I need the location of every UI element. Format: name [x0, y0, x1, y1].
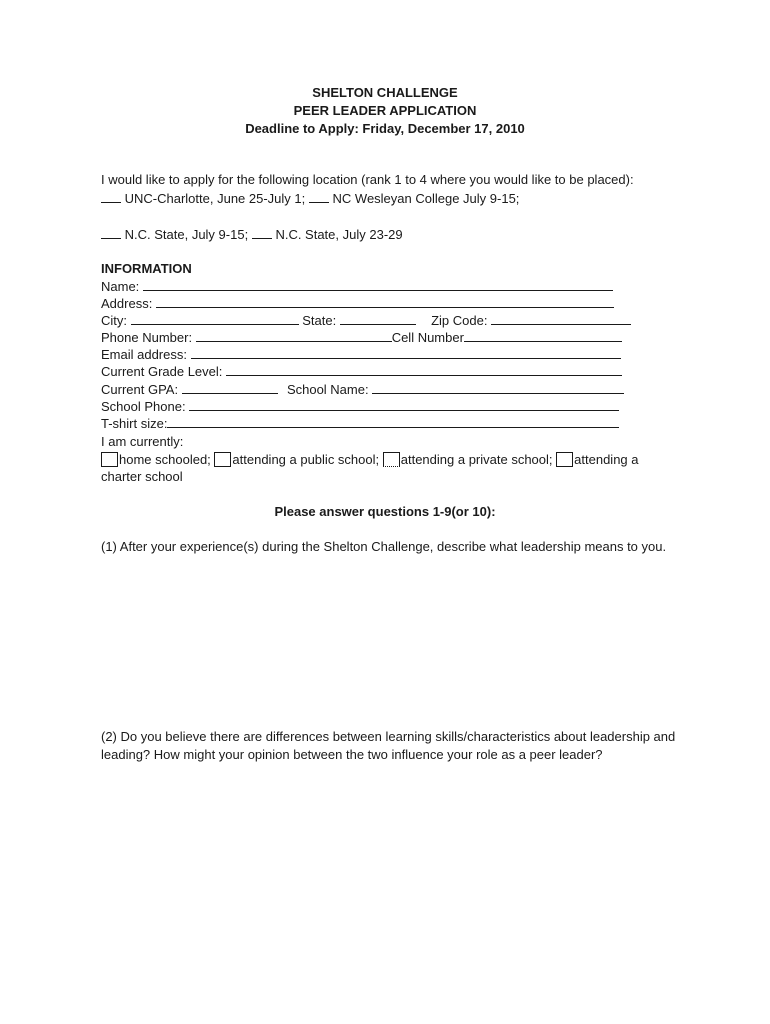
currently-label: I am currently: — [101, 434, 184, 449]
rank-blank-1[interactable] — [101, 190, 121, 203]
city-row — [101, 312, 631, 329]
location-line-2 — [101, 226, 403, 242]
name-field[interactable] — [143, 278, 613, 291]
state-field[interactable] — [340, 312, 416, 325]
cell-label: Cell Number — [391, 330, 464, 345]
rank-blank-2[interactable] — [309, 190, 329, 203]
phone-field[interactable] — [196, 329, 392, 342]
location-option-1: UNC-Charlotte, June 25-July 1; — [124, 191, 306, 206]
question-2-line-2: leading? How might your opinion between the two influence your role as a peer leader? — [101, 747, 603, 762]
grade-row — [101, 363, 622, 380]
school-type-options — [101, 451, 639, 468]
grade-label: Current Grade Level: — [101, 364, 223, 379]
information-heading: INFORMATION — [101, 261, 192, 276]
public-school-checkbox[interactable] — [214, 452, 231, 467]
rank-blank-3[interactable] — [101, 226, 121, 239]
name-label: Name: — [101, 279, 140, 294]
school-name-field[interactable] — [372, 381, 624, 394]
question-2-line-1: (2) Do you believe there are differences between learning skills/characteristics about leadership and — [101, 729, 676, 744]
location-intro: I would like to apply for the following location (rank 1 to 4 where you would like to be placed): — [101, 172, 634, 187]
private-school-label: attending a private school; — [400, 452, 553, 467]
gpa-label: Current GPA: — [101, 382, 179, 397]
email-label: Email address: — [101, 347, 187, 362]
city-field[interactable] — [131, 312, 299, 325]
home-schooled-label: home schooled; — [119, 452, 211, 467]
address-label: Address: — [101, 296, 153, 311]
tshirt-field[interactable] — [167, 415, 619, 428]
address-row — [101, 295, 614, 312]
questions-heading: Please answer questions 1-9(or 10): — [274, 504, 496, 519]
email-row — [101, 346, 621, 363]
zip-label: Zip Code: — [431, 313, 488, 328]
cell-field[interactable] — [464, 329, 622, 342]
charter-school-label-b: charter school — [101, 469, 183, 484]
location-option-2: NC Wesleyan College July 9-15; — [332, 191, 520, 206]
name-row — [101, 278, 613, 295]
form-title: SHELTON CHALLENGE — [312, 85, 458, 100]
phone-label: Phone Number: — [101, 330, 193, 345]
location-line-1 — [101, 190, 519, 206]
gpa-field[interactable] — [182, 381, 278, 394]
grade-field[interactable] — [226, 363, 622, 376]
school-name-label: School Name: — [286, 382, 369, 397]
tshirt-label: T-shirt size: — [101, 416, 168, 431]
school-phone-row — [101, 398, 619, 415]
email-field[interactable] — [191, 346, 621, 359]
private-school-checkbox[interactable] — [383, 452, 400, 467]
rank-blank-4[interactable] — [252, 226, 272, 239]
address-field[interactable] — [156, 295, 614, 308]
location-option-3: N.C. State, July 9-15; — [124, 227, 249, 242]
charter-school-checkbox[interactable] — [556, 452, 573, 467]
home-schooled-checkbox[interactable] — [101, 452, 118, 467]
location-option-4: N.C. State, July 23-29 — [275, 227, 403, 242]
deadline-text: Deadline to Apply: Friday, December 17, 2010 — [245, 121, 525, 136]
public-school-label: attending a public school; — [232, 452, 380, 467]
gpa-row — [101, 381, 624, 398]
form-subtitle: PEER LEADER APPLICATION — [293, 103, 477, 118]
school-phone-label: School Phone: — [101, 399, 186, 414]
charter-school-label-a: attending a — [574, 452, 639, 467]
question-1: (1) After your experience(s) during the Shelton Challenge, describe what leadership means to you. — [101, 539, 667, 554]
state-label: State: — [302, 313, 337, 328]
phone-row — [101, 329, 622, 346]
zip-field[interactable] — [491, 312, 631, 325]
tshirt-row — [101, 415, 619, 432]
school-phone-field[interactable] — [189, 398, 619, 411]
city-label: City: — [101, 313, 127, 328]
